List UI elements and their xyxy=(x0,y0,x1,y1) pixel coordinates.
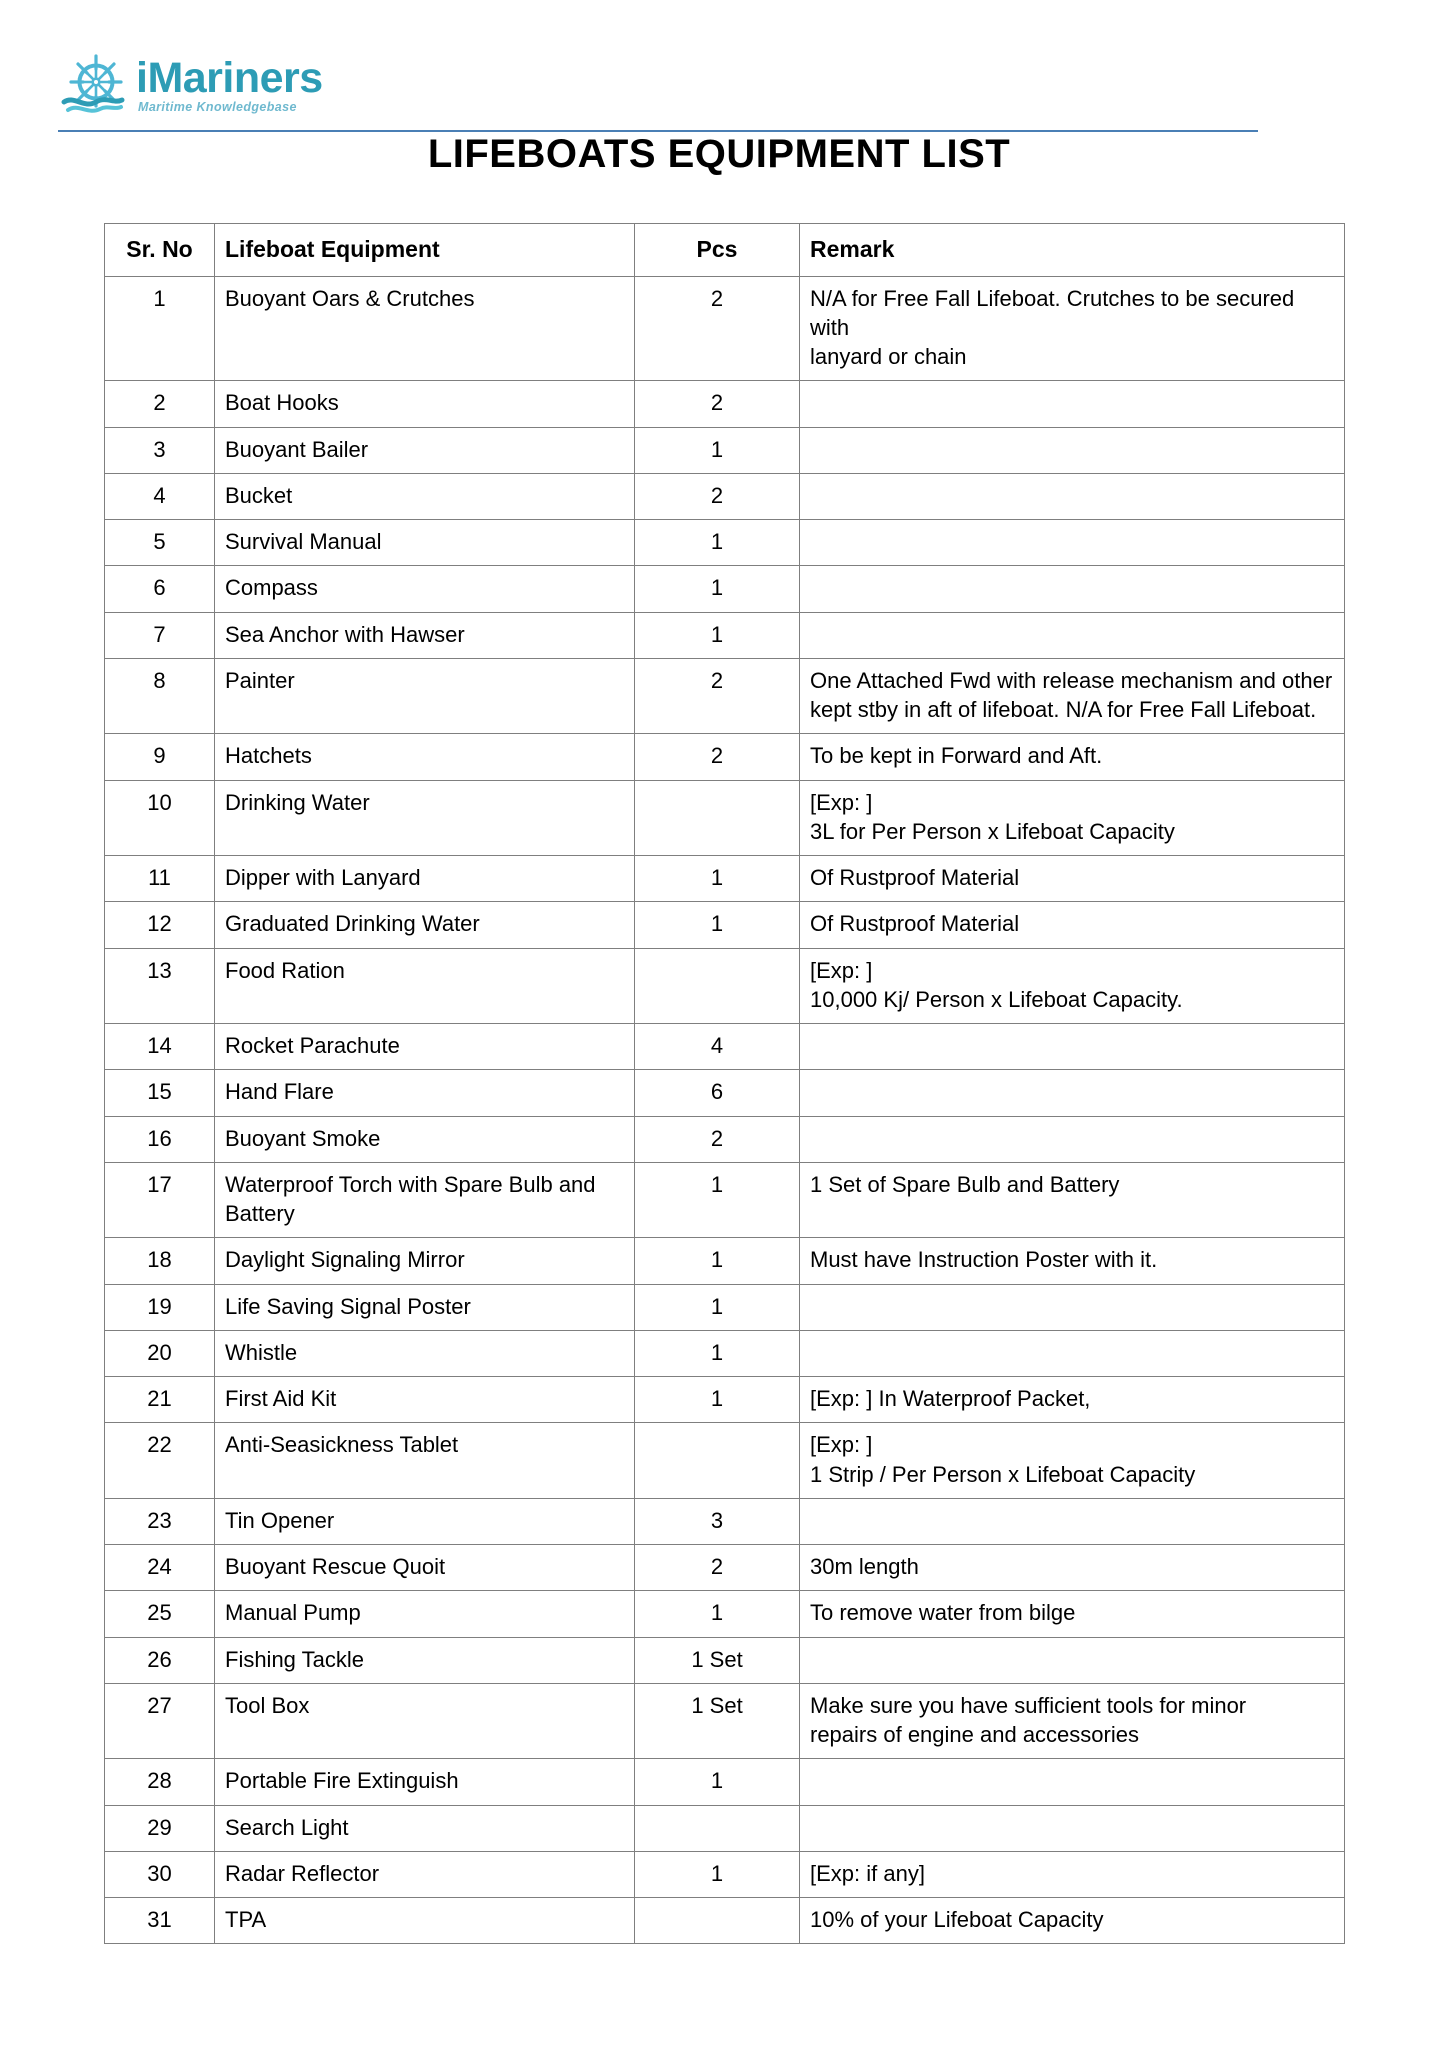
cell-pcs: 4 xyxy=(635,1024,800,1070)
cell-remark xyxy=(800,1377,1345,1423)
cell-pcs: 1 Set xyxy=(635,1637,800,1683)
cell-sr-no: 30 xyxy=(105,1851,215,1897)
cell-sr-no: 23 xyxy=(105,1498,215,1544)
cell-remark xyxy=(800,1116,1345,1162)
cell-pcs xyxy=(635,948,800,1024)
table-row xyxy=(105,948,1345,1024)
table-row xyxy=(105,1545,1345,1591)
cell-sr-no: 29 xyxy=(105,1805,215,1851)
cell-pcs: 1 xyxy=(635,1284,800,1330)
cell-pcs: 1 xyxy=(635,902,800,948)
cell-pcs: 2 xyxy=(635,1545,800,1591)
cell-remark xyxy=(800,948,1345,1024)
cell-remark xyxy=(800,1330,1345,1376)
cell-remark xyxy=(800,1898,1345,1944)
cell-remark xyxy=(800,1545,1345,1591)
remark-line: [Exp: ] In Waterproof Packet, xyxy=(810,1386,1091,1412)
cell-equipment: Rocket Parachute xyxy=(215,1024,635,1070)
remark-line: One Attached Fwd with release mechanism and other xyxy=(810,667,1333,693)
table-row xyxy=(105,1591,1345,1637)
cell-pcs: 1 xyxy=(635,1377,800,1423)
cell-remark xyxy=(800,1591,1345,1637)
cell-remark xyxy=(800,1498,1345,1544)
cell-remark xyxy=(800,1024,1345,1070)
cell-equipment: Fishing Tackle xyxy=(215,1637,635,1683)
cell-remark xyxy=(800,276,1345,381)
cell-equipment: Drinking Water xyxy=(215,780,635,856)
cell-equipment: Tool Box xyxy=(215,1683,635,1759)
cell-pcs: 1 xyxy=(635,1330,800,1376)
table-row xyxy=(105,1498,1345,1544)
cell-sr-no: 16 xyxy=(105,1116,215,1162)
cell-remark xyxy=(800,902,1345,948)
cell-equipment: First Aid Kit xyxy=(215,1377,635,1423)
cell-pcs: 1 xyxy=(635,1162,800,1238)
remark-line: [Exp: ] xyxy=(810,957,873,983)
table-row xyxy=(105,1116,1345,1162)
cell-sr-no: 26 xyxy=(105,1637,215,1683)
cell-pcs: 1 xyxy=(635,612,800,658)
cell-pcs: 1 xyxy=(635,566,800,612)
cell-sr-no: 7 xyxy=(105,612,215,658)
cell-sr-no: 22 xyxy=(105,1423,215,1499)
cell-pcs: 2 xyxy=(635,734,800,780)
cell-equipment: Dipper with Lanyard xyxy=(215,856,635,902)
table-row xyxy=(105,1070,1345,1116)
remark-line: To be kept in Forward and Aft. xyxy=(810,743,1103,769)
table-row xyxy=(105,1898,1345,1944)
remark-line: kept stby in aft of lifeboat. N/A for Free Fall Lifeboat. xyxy=(810,697,1317,723)
table-body xyxy=(105,276,1345,1944)
table-row xyxy=(105,658,1345,734)
cell-sr-no: 6 xyxy=(105,566,215,612)
cell-sr-no: 12 xyxy=(105,902,215,948)
cell-remark xyxy=(800,856,1345,902)
cell-remark xyxy=(800,734,1345,780)
cell-remark xyxy=(800,1423,1345,1499)
remark-line: 10% of your Lifeboat Capacity xyxy=(810,1907,1104,1933)
cell-equipment: Buoyant Rescue Quoit xyxy=(215,1545,635,1591)
remark-line: [Exp: ] xyxy=(810,789,873,815)
cell-equipment: Waterproof Torch with Spare Bulb and Battery xyxy=(215,1162,635,1238)
remark-line: 30m length xyxy=(810,1554,919,1580)
table-row xyxy=(105,1805,1345,1851)
cell-remark xyxy=(800,566,1345,612)
cell-remark xyxy=(800,1637,1345,1683)
remark-line: 10,000 Kj/ Person x Lifeboat Capacity. xyxy=(810,986,1183,1012)
cell-equipment: TPA xyxy=(215,1898,635,1944)
cell-pcs: 2 xyxy=(635,1116,800,1162)
table-row xyxy=(105,902,1345,948)
table-row xyxy=(105,566,1345,612)
table-row xyxy=(105,1851,1345,1897)
cell-equipment: Compass xyxy=(215,566,635,612)
cell-remark xyxy=(800,612,1345,658)
cell-pcs: 1 Set xyxy=(635,1683,800,1759)
cell-sr-no: 17 xyxy=(105,1162,215,1238)
cell-pcs xyxy=(635,780,800,856)
page-title: LIFEBOATS EQUIPMENT LIST xyxy=(427,132,1011,176)
cell-equipment: Boat Hooks xyxy=(215,381,635,427)
column-header-remark: Remark xyxy=(800,224,1345,277)
cell-equipment: Graduated Drinking Water xyxy=(215,902,635,948)
remark-line: 3L for Per Person x Lifeboat Capacity xyxy=(810,818,1175,844)
table-row xyxy=(105,1423,1345,1499)
cell-equipment: Survival Manual xyxy=(215,520,635,566)
table-header xyxy=(105,224,1345,277)
cell-remark xyxy=(800,1238,1345,1284)
cell-equipment: Hatchets xyxy=(215,734,635,780)
cell-pcs: 3 xyxy=(635,1498,800,1544)
cell-sr-no: 2 xyxy=(105,381,215,427)
table-row xyxy=(105,1330,1345,1376)
table-row xyxy=(105,1162,1345,1238)
table-row xyxy=(105,780,1345,856)
cell-pcs: 2 xyxy=(635,381,800,427)
cell-pcs: 1 xyxy=(635,1851,800,1897)
cell-sr-no: 9 xyxy=(105,734,215,780)
cell-remark xyxy=(800,473,1345,519)
cell-equipment: Portable Fire Extinguish xyxy=(215,1759,635,1805)
cell-sr-no: 13 xyxy=(105,948,215,1024)
cell-sr-no: 24 xyxy=(105,1545,215,1591)
remark-line: 1 Set of Spare Bulb and Battery xyxy=(810,1171,1120,1197)
table-row xyxy=(105,1284,1345,1330)
table-row xyxy=(105,473,1345,519)
cell-pcs: 2 xyxy=(635,473,800,519)
cell-sr-no: 18 xyxy=(105,1238,215,1284)
cell-pcs: 1 xyxy=(635,1238,800,1284)
cell-remark xyxy=(800,1683,1345,1759)
remark-line: [Exp: if any] xyxy=(810,1860,925,1886)
cell-pcs: 1 xyxy=(635,1759,800,1805)
cell-sr-no: 25 xyxy=(105,1591,215,1637)
cell-sr-no: 20 xyxy=(105,1330,215,1376)
cell-remark xyxy=(800,780,1345,856)
table-header-row xyxy=(105,224,1345,277)
cell-remark xyxy=(800,1851,1345,1897)
cell-remark xyxy=(800,658,1345,734)
table-row xyxy=(105,1024,1345,1070)
cell-remark xyxy=(800,520,1345,566)
remark-line: Of Rustproof Material xyxy=(810,911,1020,937)
table-row xyxy=(105,276,1345,381)
cell-sr-no: 21 xyxy=(105,1377,215,1423)
table-row xyxy=(105,734,1345,780)
cell-pcs: 1 xyxy=(635,856,800,902)
cell-equipment: Manual Pump xyxy=(215,1591,635,1637)
column-header-pcs: Pcs xyxy=(635,224,800,277)
remark-line: [Exp: ] xyxy=(810,1432,873,1458)
cell-remark xyxy=(800,427,1345,473)
cell-equipment: Life Saving Signal Poster xyxy=(215,1284,635,1330)
table-row xyxy=(105,612,1345,658)
cell-sr-no: 10 xyxy=(105,780,215,856)
header-divider xyxy=(58,130,1258,132)
cell-remark xyxy=(800,1070,1345,1116)
ships-wheel-icon xyxy=(58,52,136,116)
cell-pcs: 2 xyxy=(635,276,800,381)
cell-sr-no: 15 xyxy=(105,1070,215,1116)
page-header xyxy=(0,0,1448,114)
column-header-equipment: Lifeboat Equipment xyxy=(215,224,635,277)
cell-pcs: 1 xyxy=(635,520,800,566)
cell-sr-no: 8 xyxy=(105,658,215,734)
cell-sr-no: 31 xyxy=(105,1898,215,1944)
table-row xyxy=(105,427,1345,473)
cell-equipment: Search Light xyxy=(215,1805,635,1851)
cell-sr-no: 27 xyxy=(105,1683,215,1759)
cell-sr-no: 11 xyxy=(105,856,215,902)
table-row xyxy=(105,1637,1345,1683)
cell-equipment: Buoyant Oars & Crutches xyxy=(215,276,635,381)
remark-line: repairs of engine and accessories xyxy=(810,1722,1139,1748)
cell-pcs xyxy=(635,1423,800,1499)
cell-equipment: Buoyant Smoke xyxy=(215,1116,635,1162)
remark-line: lanyard or chain xyxy=(810,344,967,370)
cell-remark xyxy=(800,1284,1345,1330)
cell-pcs: 1 xyxy=(635,1591,800,1637)
cell-remark xyxy=(800,1759,1345,1805)
cell-remark xyxy=(800,1162,1345,1238)
cell-equipment: Food Ration xyxy=(215,948,635,1024)
column-header-sr-no: Sr. No xyxy=(105,224,215,277)
remark-line: N/A for Free Fall Lifeboat. Crutches to be secured with xyxy=(810,285,1295,340)
cell-sr-no: 1 xyxy=(105,276,215,381)
cell-equipment: Anti-Seasickness Tablet xyxy=(215,1423,635,1499)
cell-equipment: Whistle xyxy=(215,1330,635,1376)
table-row xyxy=(105,1759,1345,1805)
table-row xyxy=(105,520,1345,566)
cell-sr-no: 3 xyxy=(105,427,215,473)
table-row xyxy=(105,856,1345,902)
remark-line: 1 Strip / Per Person x Lifeboat Capacity xyxy=(810,1461,1196,1487)
brand-name: iMariners xyxy=(136,54,323,103)
cell-pcs: 1 xyxy=(635,427,800,473)
remark-line: Must have Instruction Poster with it. xyxy=(810,1247,1158,1273)
remark-line: Of Rustproof Material xyxy=(810,865,1020,891)
brand-tagline: Maritime Knowledgebase xyxy=(138,100,297,114)
cell-equipment: Bucket xyxy=(215,473,635,519)
cell-equipment: Daylight Signaling Mirror xyxy=(215,1238,635,1284)
cell-remark xyxy=(800,381,1345,427)
cell-remark xyxy=(800,1805,1345,1851)
equipment-table-wrapper xyxy=(104,223,1344,1944)
cell-sr-no: 14 xyxy=(105,1024,215,1070)
cell-equipment: Sea Anchor with Hawser xyxy=(215,612,635,658)
equipment-table xyxy=(104,223,1345,1944)
cell-pcs xyxy=(635,1898,800,1944)
cell-equipment: Hand Flare xyxy=(215,1070,635,1116)
remark-line: Make sure you have sufficient tools for minor xyxy=(810,1692,1247,1718)
cell-sr-no: 19 xyxy=(105,1284,215,1330)
cell-sr-no: 4 xyxy=(105,473,215,519)
table-row xyxy=(105,1683,1345,1759)
cell-equipment: Tin Opener xyxy=(215,1498,635,1544)
brand-logo xyxy=(58,52,1448,116)
table-row xyxy=(105,1377,1345,1423)
cell-pcs xyxy=(635,1805,800,1851)
brand-text xyxy=(136,54,323,116)
cell-sr-no: 5 xyxy=(105,520,215,566)
cell-pcs: 2 xyxy=(635,658,800,734)
table-row xyxy=(105,381,1345,427)
cell-equipment: Painter xyxy=(215,658,635,734)
cell-sr-no: 28 xyxy=(105,1759,215,1805)
cell-equipment: Radar Reflector xyxy=(215,1851,635,1897)
cell-pcs: 6 xyxy=(635,1070,800,1116)
remark-line: To remove water from bilge xyxy=(810,1600,1076,1626)
table-row xyxy=(105,1238,1345,1284)
cell-equipment: Buoyant Bailer xyxy=(215,427,635,473)
